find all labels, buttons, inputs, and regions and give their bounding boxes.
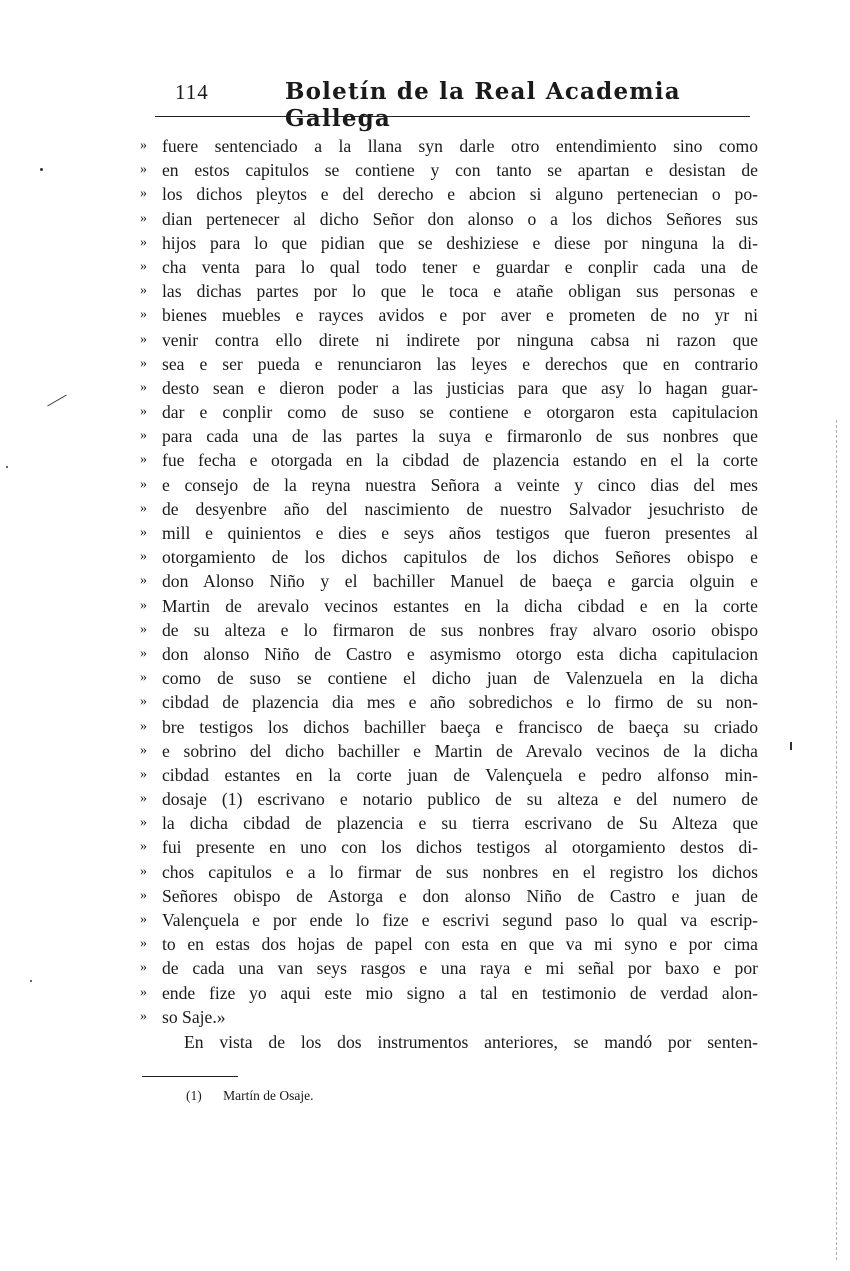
text-line	[140, 231, 758, 255]
quote-mark: »	[140, 694, 147, 710]
text-line	[140, 207, 758, 231]
line-text: e consejo de la reyna nuestra Señora a veinte y cinco dias del mes	[162, 474, 758, 495]
line-text: de desyenbre año del nascimiento de nuestro Salvador jesuchristo de	[162, 498, 758, 519]
running-header	[155, 78, 750, 132]
margin-stroke	[47, 395, 67, 407]
text-line	[140, 1005, 758, 1029]
text-line	[140, 835, 758, 859]
text-line	[140, 618, 758, 642]
line-text: Valençuela e por ende lo fize e escrivi segund paso lo qual va escrip-	[162, 910, 758, 930]
quote-mark: »	[140, 887, 147, 903]
line-text: cha venta para lo qual todo tener e guardar e conplir cada una de	[162, 256, 758, 277]
quote-mark: »	[140, 210, 147, 226]
line-text: hijos para lo que pidian que se deshiziese e diese por ninguna la di-	[162, 232, 758, 253]
text-line	[140, 666, 758, 690]
text-line	[140, 545, 758, 569]
line-text: fue fecha e otorgada en la cibdad de plazencia estando en el la corte	[162, 450, 758, 471]
line-text: sea e ser pueda e renunciaron las leyes e derechos que en contrario	[162, 353, 758, 374]
scan-speck	[30, 980, 32, 982]
footnote	[186, 1088, 313, 1104]
quote-mark: »	[140, 766, 147, 782]
quote-mark: »	[140, 936, 147, 952]
quote-mark: »	[140, 912, 147, 927]
text-line	[140, 739, 758, 763]
quote-mark: »	[140, 404, 147, 420]
paragraph-line: En vista de los dos instrumentos anteriores, se mandó por senten-	[184, 1031, 758, 1052]
line-text: to en estas dos hojas de papel con esta en que va mi syno e por cima	[162, 934, 758, 955]
line-text: dar e conplir como de suso se contiene e otorgaron esta capitulacion	[162, 402, 758, 423]
line-text: ende fize yo aqui este mio signo a tal en testimonio de verdad alon-	[162, 982, 758, 1003]
running-title: Boletín de la Real Academia Gallega	[285, 78, 681, 132]
line-text: Señores obispo de Astorga e don alonso Niño de Castro e juan de	[162, 885, 758, 906]
line-text: de su alteza e lo firmaron de sus nonbres fray alvaro osorio obispo	[162, 619, 758, 640]
scan-speck	[6, 466, 8, 468]
line-text: para cada una de las partes la suya e firmaronlo de sus nonbres que	[162, 426, 758, 447]
text-line	[140, 424, 758, 448]
quoted-document-lines	[140, 134, 758, 1029]
line-text: la dicha cibdad de plazencia e su tierra escrivano de Su Alteza que	[162, 813, 758, 834]
text-line	[140, 715, 758, 739]
text-line	[140, 642, 758, 666]
quote-mark: »	[140, 476, 147, 492]
quote-mark: »	[140, 839, 147, 855]
page-number: 114	[175, 80, 209, 104]
line-text: bre testigos los dichos bachiller baeça e francisco de baeça su criado	[162, 716, 758, 737]
line-text: venir contra ello direte ni indirete por ninguna cabsa ni razon que	[162, 329, 758, 350]
scan-speck	[40, 168, 43, 171]
line-text: cibdad de plazencia dia mes e año sobredichos e lo firmo de su non-	[162, 692, 758, 713]
text-line	[140, 352, 758, 376]
line-text: don alonso Niño de Castro e asymismo otorgo esta dicha capitulacion	[162, 643, 758, 664]
text-line	[140, 811, 758, 835]
line-text: fuere sentenciado a la llana syn darle otro entendimiento sino como	[162, 136, 758, 156]
quote-mark: »	[140, 452, 147, 468]
quote-mark: »	[140, 234, 147, 250]
scan-speck	[790, 742, 792, 750]
quote-mark: »	[140, 791, 147, 807]
text-line	[140, 884, 758, 908]
text-line	[140, 158, 758, 182]
quote-mark: »	[140, 863, 147, 879]
quote-mark: »	[140, 742, 147, 758]
quote-mark: »	[140, 428, 147, 444]
line-text: Martin de arevalo vecinos estantes en la dicha cibdad e en la corte	[162, 595, 758, 616]
line-text: desto sean e dieron poder a las justicias para que asy lo hagan guar-	[162, 377, 758, 398]
text-line	[140, 303, 758, 327]
quote-mark: »	[140, 960, 147, 976]
text-line	[140, 448, 758, 472]
text-line	[140, 956, 758, 980]
body-text	[140, 134, 758, 1055]
header-rule	[155, 116, 750, 117]
text-line	[140, 763, 758, 787]
quote-mark: »	[140, 815, 147, 831]
footnote-mark: (1)	[186, 1088, 202, 1103]
line-text: e sobrino del dicho bachiller e Martin de Arevalo vecinos de la dicha	[162, 740, 758, 761]
line-text: otorgamiento de los dichos capitulos de los dichos Señores obispo e	[162, 547, 758, 568]
line-text: de cada una van seys rasgos e una raya e mi señal por baxo e por	[162, 958, 758, 979]
text-line	[140, 376, 758, 400]
text-line	[140, 908, 758, 932]
quote-mark: »	[140, 186, 147, 202]
line-text: mill e quinientos e dies e seys años testigos que fueron presentes al	[162, 523, 758, 543]
quote-mark: »	[140, 549, 147, 565]
scan-edge	[836, 420, 837, 1260]
text-line	[140, 981, 758, 1005]
quote-mark: »	[140, 258, 147, 274]
quote-mark: »	[140, 283, 147, 299]
quote-mark: »	[140, 718, 147, 734]
text-line	[140, 473, 758, 497]
quote-mark: »	[140, 621, 147, 637]
text-line	[140, 400, 758, 424]
quote-mark: »	[140, 379, 147, 395]
text-line	[140, 860, 758, 884]
line-text: cibdad estantes en la corte juan de Valençuela e pedro alfonso min-	[162, 764, 758, 785]
quote-mark: »	[140, 1008, 147, 1024]
footnote-text: Martín de Osaje.	[223, 1088, 314, 1103]
text-line	[140, 255, 758, 279]
line-text: fui presente en uno con los dichos testigos al otorgamiento destos di-	[162, 837, 758, 858]
line-text: los dichos pleytos e del derecho e abcion si alguno pertenecian o po-	[162, 184, 758, 205]
text-line	[140, 497, 758, 521]
text-line	[140, 569, 758, 593]
quote-mark: »	[140, 525, 147, 540]
line-text: dosaje (1) escrivano e notario publico de su alteza e del numero de	[162, 789, 758, 810]
quote-mark: »	[140, 573, 147, 589]
line-text: en estos capitulos se contiene y con tanto se apartan e desistan de	[162, 160, 758, 181]
text-line	[140, 328, 758, 352]
quote-mark: »	[140, 597, 147, 613]
line-text: como de suso se contiene el dicho juan de Valenzuela en la dicha	[162, 668, 758, 689]
quote-mark: »	[140, 331, 147, 347]
quote-mark: »	[140, 670, 147, 686]
text-line	[140, 521, 758, 545]
quote-mark: »	[140, 645, 147, 661]
text-line	[140, 134, 758, 158]
quote-mark: »	[140, 138, 147, 153]
quote-mark: »	[140, 355, 147, 371]
line-text: las dichas partes por lo que le toca e atañe obligan sus personas e	[162, 281, 758, 302]
quote-mark: »	[140, 984, 147, 1000]
line-text: don Alonso Niño y el bachiller Manuel de baeça e garcia olguin e	[162, 571, 758, 592]
line-text: chos capitulos e a lo firmar de sus nonbres en el registro los dichos	[162, 861, 758, 882]
text-line	[140, 690, 758, 714]
line-text: dian pertenecer al dicho Señor don alonso o a los dichos Señores sus	[162, 208, 758, 229]
line-text: bienes muebles e rayces avidos e por aver e prometen de no yr ni	[162, 305, 758, 326]
text-line	[140, 932, 758, 956]
text-line	[140, 594, 758, 618]
footnote-rule	[142, 1076, 238, 1077]
line-text: so Saje.»	[162, 1006, 226, 1027]
quote-mark: »	[140, 500, 147, 516]
quote-mark: »	[140, 162, 147, 178]
text-line	[140, 182, 758, 206]
quote-mark: »	[140, 307, 147, 323]
text-line	[140, 787, 758, 811]
text-line	[140, 279, 758, 303]
